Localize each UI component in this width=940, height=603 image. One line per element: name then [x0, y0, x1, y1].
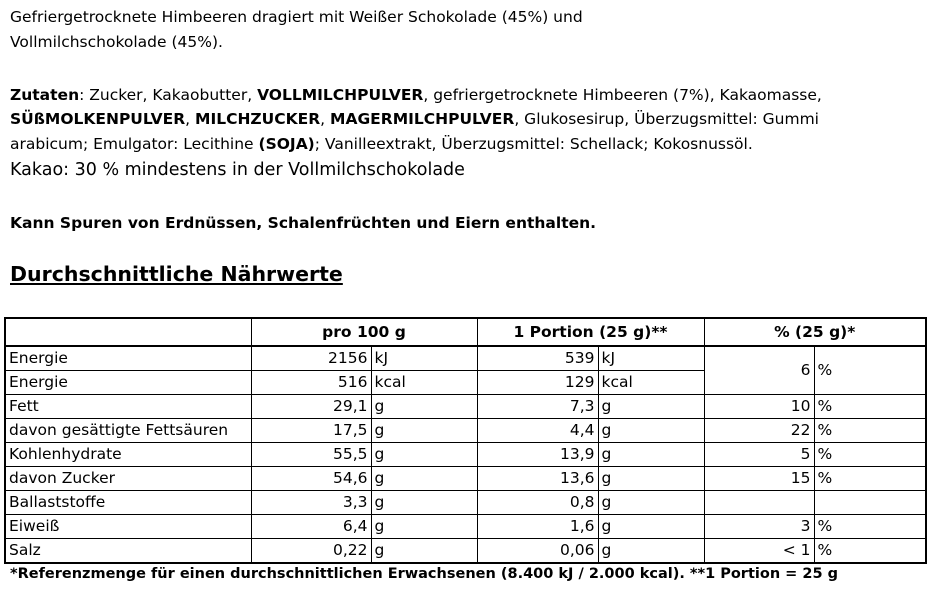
- unit-per-100g: g: [371, 515, 477, 539]
- unit-per-100g: g: [371, 491, 477, 515]
- unit-per-portion: g: [598, 443, 704, 467]
- value-per-portion: 13,9: [477, 443, 598, 467]
- percent-value: 6: [704, 346, 814, 395]
- cocoa-content: Kakao: 30 % mindestens in der Vollmilchschokolade: [10, 160, 465, 180]
- table-row: [5, 346, 926, 371]
- table-row: [5, 443, 926, 467]
- percent-unit: %: [814, 539, 926, 564]
- value-per-portion: 4,4: [477, 419, 598, 443]
- unit-per-100g: g: [371, 443, 477, 467]
- percent-unit: %: [814, 515, 926, 539]
- unit-per-portion: g: [598, 467, 704, 491]
- percent-unit: %: [814, 346, 926, 395]
- value-per-100g: 516: [251, 371, 371, 395]
- percent-value: < 1: [704, 539, 814, 564]
- value-per-portion: 1,6: [477, 515, 598, 539]
- percent-unit: %: [814, 419, 926, 443]
- unit-per-100g: g: [371, 467, 477, 491]
- ingredients-line-3: arabicum; Emulgator: Lecithine (SOJA); Vanilleextrakt, Überzugsmittel: Schellack; Kokosnussöl.: [10, 135, 753, 153]
- percent-unit: %: [814, 443, 926, 467]
- unit-per-100g: g: [371, 539, 477, 564]
- nutrition-table: [4, 317, 927, 564]
- table-row: [5, 515, 926, 539]
- percent-value: [704, 491, 814, 515]
- unit-per-100g: g: [371, 419, 477, 443]
- nutrient-name: Eiweiß: [5, 515, 251, 539]
- unit-per-portion: kcal: [598, 371, 704, 395]
- unit-per-portion: g: [598, 491, 704, 515]
- table-row: [5, 419, 926, 443]
- percent-value: 22: [704, 419, 814, 443]
- header-per-100g: pro 100 g: [251, 318, 477, 346]
- value-per-100g: 29,1: [251, 395, 371, 419]
- unit-per-100g: g: [371, 395, 477, 419]
- unit-per-100g: kcal: [371, 371, 477, 395]
- value-per-portion: 0,8: [477, 491, 598, 515]
- unit-per-portion: g: [598, 419, 704, 443]
- nutrient-name: Energie: [5, 371, 251, 395]
- ingredients-label: Zutaten: [10, 86, 80, 104]
- unit-per-100g: kJ: [371, 346, 477, 371]
- value-per-100g: 0,22: [251, 539, 371, 564]
- nutrient-name: Energie: [5, 346, 251, 371]
- nutrient-name: Fett: [5, 395, 251, 419]
- unit-per-portion: g: [598, 515, 704, 539]
- table-row: [5, 395, 926, 419]
- percent-value: 10: [704, 395, 814, 419]
- value-per-portion: 539: [477, 346, 598, 371]
- value-per-portion: 13,6: [477, 467, 598, 491]
- ingredients-line-2: SÜßMOLKENPULVER, MILCHZUCKER, MAGERMILCHPULVER, Glukosesirup, Überzugsmittel: Gummi: [10, 110, 819, 128]
- percent-unit: [814, 491, 926, 515]
- value-per-portion: 0,06: [477, 539, 598, 564]
- value-per-portion: 7,3: [477, 395, 598, 419]
- unit-per-portion: kJ: [598, 346, 704, 371]
- value-per-100g: 54,6: [251, 467, 371, 491]
- header-percent: % (25 g)*: [704, 318, 926, 346]
- value-per-100g: 55,5: [251, 443, 371, 467]
- value-per-portion: 129: [477, 371, 598, 395]
- nutrient-name: davon gesättigte Fettsäuren: [5, 419, 251, 443]
- allergen-notice: Kann Spuren von Erdnüssen, Schalenfrüchten und Eiern enthalten.: [10, 214, 597, 232]
- percent-value: 5: [704, 443, 814, 467]
- nutrient-name: davon Zucker: [5, 467, 251, 491]
- nutrient-name: Kohlenhydrate: [5, 443, 251, 467]
- value-per-100g: 2156: [251, 346, 371, 371]
- unit-per-portion: g: [598, 539, 704, 564]
- table-row: [5, 467, 926, 491]
- unit-per-portion: g: [598, 395, 704, 419]
- header-name-cell: [5, 318, 251, 346]
- percent-value: 15: [704, 467, 814, 491]
- percent-unit: %: [814, 467, 926, 491]
- ingredients-line-1: Zutaten: Zucker, Kakaobutter, VOLLMILCHPULVER, gefriergetrocknete Himbeeren (7%), Kakaomasse,: [10, 86, 822, 104]
- percent-value: 3: [704, 515, 814, 539]
- value-per-100g: 17,5: [251, 419, 371, 443]
- table-row: [5, 491, 926, 515]
- reference-footnote: *Referenzmenge für einen durchschnittlichen Erwachsenen (8.400 kJ / 2.000 kcal). **1 Portion = 25 g: [10, 566, 838, 582]
- nutrient-name: Salz: [5, 539, 251, 564]
- nutrient-name: Ballaststoffe: [5, 491, 251, 515]
- percent-unit: %: [814, 395, 926, 419]
- table-row: [5, 539, 926, 564]
- header-per-portion: 1 Portion (25 g)**: [477, 318, 704, 346]
- value-per-100g: 6,4: [251, 515, 371, 539]
- value-per-100g: 3,3: [251, 491, 371, 515]
- nutrition-heading: Durchschnittliche Nährwerte: [10, 262, 343, 286]
- intro-line-2: Vollmilchschokolade (45%).: [10, 33, 223, 51]
- table-header-row: [5, 318, 926, 346]
- intro-line-1: Gefriergetrocknete Himbeeren dragiert mit Weißer Schokolade (45%) und: [10, 8, 583, 26]
